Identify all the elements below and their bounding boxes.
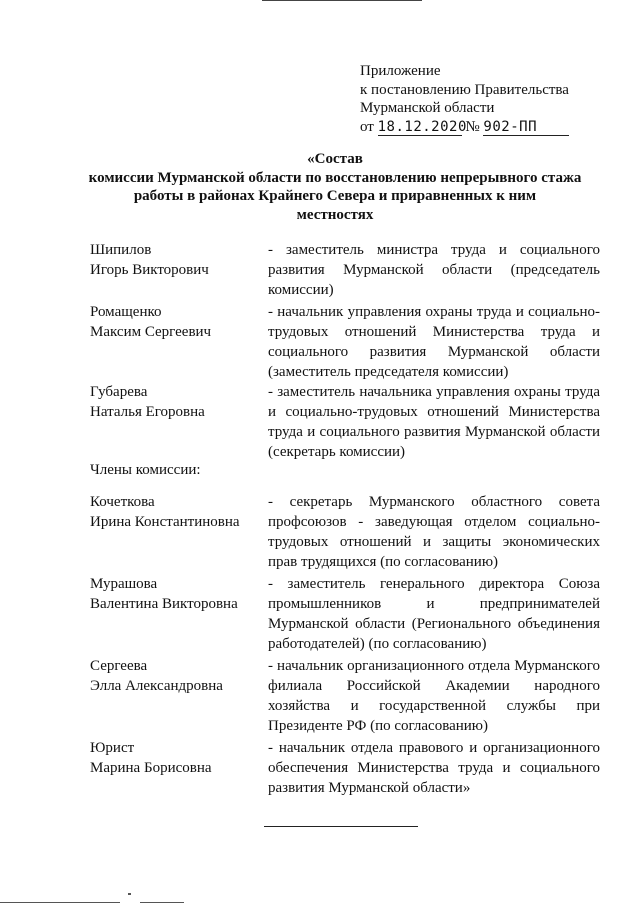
appendix-reference: к постановлению Правительства (360, 81, 569, 98)
appendix-label: Приложение (360, 63, 441, 79)
member-role: - заместитель министра труда и социального развития Мурманской области (председатель комиссии) (268, 242, 600, 298)
number-prefix: № (465, 118, 480, 135)
member-given-name: Марина Борисовна (90, 760, 212, 776)
top-divider (262, 0, 422, 1)
title-line-3: работы в районах Крайнего Севера и приравненных к ним (133, 188, 537, 204)
member-name (90, 240, 260, 280)
title-line-2: комиссии Мурманской области по восстановлению непрерывного стажа (88, 169, 582, 186)
date-prefix: от (360, 118, 374, 135)
member-surname: Шипилов (90, 242, 152, 258)
member-name (90, 492, 260, 532)
title-line-1: «Состав (307, 151, 363, 167)
member-role: - начальник отдела правового и организационного обеспечения Министерства труда и социального развития Мурманской области» (268, 740, 600, 796)
appendix-block (360, 62, 630, 136)
title-line-4: местностях (296, 206, 374, 223)
appendix-date-line (360, 118, 630, 137)
member-name (90, 574, 260, 614)
member-given-name: Игорь Викторович (90, 262, 209, 278)
member-given-name: Элла Александровна (90, 678, 223, 694)
footer-mark (128, 893, 131, 895)
member-role: - начальник организационного отдела Мурманского филиала Российской Академии народного хозяйства и государственной службы при Президенте РФ (по согласованию) (268, 658, 600, 734)
member-surname: Ромащенко (90, 304, 162, 320)
member-role: - секретарь Мурманского областного совета профсоюзов - заведующая отделом социально-трудовых отношений и защиты экономических прав трудящихся (по согласованию) (268, 494, 600, 570)
footer-line (140, 902, 184, 903)
member-surname: Кочеткова (90, 494, 155, 510)
members-heading: Члены комиссии: (90, 462, 201, 478)
closing-divider (264, 826, 418, 827)
member-name (90, 656, 260, 696)
decree-number: 902-ПП (483, 120, 569, 136)
member-given-name: Максим Сергеевич (90, 324, 212, 340)
member-role: - начальник управления охраны труда и социально-трудовых отношений Министерства труда и социального развития Мурманской области (заместитель председателя комиссии) (268, 304, 600, 380)
decree-date: 18.12.2020 (377, 118, 467, 135)
member-name (90, 302, 260, 342)
member-role: - заместитель генерального директора Союза промышленников и предпринимателей Мурманской области (Регионального объединения работодателей) (по согласованию) (268, 576, 600, 652)
member-surname: Мурашова (90, 576, 158, 592)
member-surname: Сергеева (90, 658, 148, 674)
footer-line (0, 902, 120, 903)
member-surname: Юрист (90, 740, 135, 756)
member-name (90, 382, 260, 422)
member-given-name: Валентина Викторовна (90, 596, 238, 612)
member-surname: Губарева (90, 384, 148, 400)
member-name (90, 738, 260, 778)
member-role: - заместитель начальника управления охраны труда и социально-трудовых отношений Министерства труда и социального развития Мурманской области (секретарь комиссии) (268, 384, 600, 460)
appendix-region: Мурманской области (360, 100, 495, 116)
document-title (80, 150, 590, 224)
member-given-name: Наталья Егоровна (90, 404, 205, 420)
member-given-name: Ирина Константиновна (90, 514, 240, 530)
